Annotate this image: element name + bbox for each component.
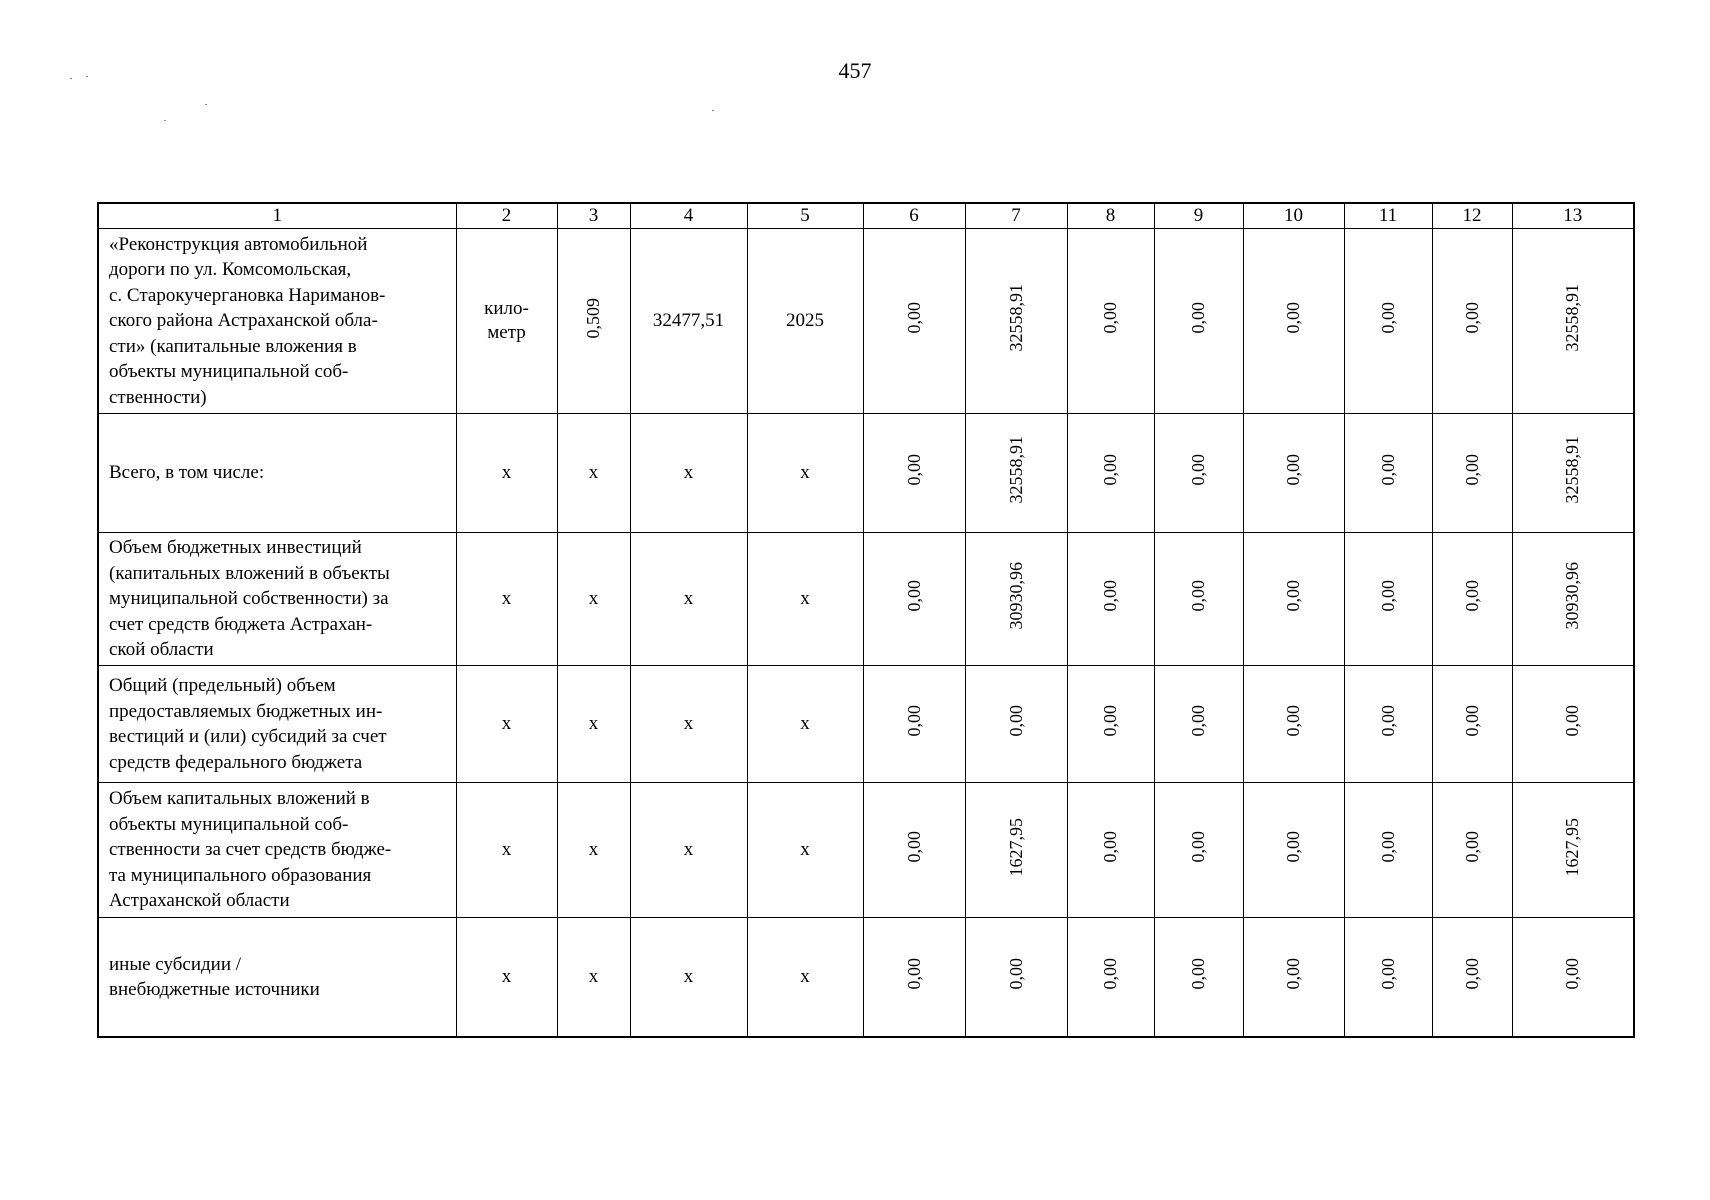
label-line: ственности) [109,386,207,408]
value-cell [1344,666,1432,783]
label-line: муниципальной собственности) за [109,588,389,610]
label-line: сти» (капитальные вложения в [109,335,357,357]
value-cell [863,414,965,533]
value-text: 0,00 [1562,958,1583,990]
value-cell [1432,533,1512,666]
header-cell: 4 [630,203,747,229]
value-text: 0,00 [1283,831,1303,863]
x-cell: х [630,533,747,666]
value-text: 0,00 [903,705,924,737]
value-cell [863,918,965,1038]
value-cell [1432,414,1512,533]
value-text: 0,00 [1461,580,1482,612]
value-text: 0,00 [1283,958,1303,990]
value-cell [863,783,965,918]
table-row-regional-budget [98,533,1634,666]
label-line: вестиций и (или) субсидий за счет [109,726,387,747]
value-cell [1243,918,1344,1038]
header-cell: 9 [1154,203,1243,229]
year-cell: 2025 [747,229,863,414]
capacity-cell [557,229,630,414]
value-text: 0,00 [1100,302,1120,334]
header-cell: 1 [98,203,456,229]
value-cell [1432,918,1512,1038]
value-text: 0,00 [1377,454,1398,486]
budget-table [97,202,1635,1038]
header-cell: 13 [1512,203,1634,229]
value-text: 0,00 [1100,580,1120,612]
x-cell: х [747,533,863,666]
unit-line: кило- [484,298,529,319]
value-cell [863,229,965,414]
label-line: Объем капитальных вложений в [109,788,370,810]
label-line: дороги по ул. Комсомольская, [109,259,352,281]
value-cell [1512,918,1634,1038]
value-cell [1154,533,1243,666]
value-text: 0,00 [1377,831,1398,863]
x-cell: х [456,918,557,1038]
x-cell: х [630,414,747,533]
value-text: 0,00 [1283,705,1303,737]
value-text: 0,00 [903,958,924,990]
table-row-project [98,229,1634,414]
value-text: 0,00 [903,302,924,334]
label-line: объекты муниципальной соб- [109,813,349,835]
table-row-federal-budget [98,666,1634,783]
value-cell [1344,533,1432,666]
page-number: 457 [838,58,872,83]
value-text: 0,00 [1005,958,1026,990]
value-cell [1067,918,1154,1038]
value-cell [965,783,1067,918]
label-line: (капитальных вложений в объекты [109,562,390,584]
value-text: 0,00 [1377,580,1398,612]
value-text: 1627,95 [1562,817,1583,877]
table-row-municipal-budget [98,783,1634,918]
x-cell: х [747,783,863,918]
header-cell: 11 [1344,203,1432,229]
value-text: 0,00 [1100,958,1120,990]
x-cell: х [557,918,630,1038]
table-row-other-sources [98,918,1634,1038]
row-label [98,783,456,918]
value-cell [965,918,1067,1038]
value-cell [965,229,1067,414]
label-line: ской области [109,639,214,661]
header-cell: 8 [1067,203,1154,229]
value-cell [1067,533,1154,666]
label-line: Астраханской области [109,890,290,912]
label-line: Общий (предельный) объем [109,675,336,696]
label-line: счет средств бюджета Астрахан- [109,613,373,635]
value-cell [1344,783,1432,918]
value-cell [1067,666,1154,783]
value-cell [1243,666,1344,783]
x-cell: х [456,783,557,918]
header-cell: 5 [747,203,863,229]
label-line: Объем бюджетных инвестиций [109,537,362,559]
value-text: 32558,91 [1562,284,1583,352]
value-text: 0,00 [1283,580,1303,612]
table-header-row [98,203,1634,229]
label-line: с. Старокучергановка Нариманов- [109,284,386,306]
x-cell: х [456,414,557,533]
value-text: 0,00 [1100,831,1120,863]
label-line: Всего, в том числе: [109,462,265,484]
value-text: 0,00 [1283,454,1303,486]
value-text: 0,00 [903,831,924,863]
table-row-total [98,414,1634,533]
unit-line: метр [487,322,526,343]
x-cell: х [557,533,630,666]
value-text: 0,00 [1188,580,1208,612]
x-cell: х [557,783,630,918]
value-text: 1627,95 [1005,817,1026,877]
value-text: 0,00 [1461,454,1482,486]
value-cell [1154,666,1243,783]
x-cell: х [747,414,863,533]
value-text: 0,00 [1100,705,1120,737]
value-cell [1344,229,1432,414]
value-text: 32558,91 [1005,284,1026,352]
value-cell [1512,666,1634,783]
value-cell [1243,414,1344,533]
header-cell: 2 [456,203,557,229]
value-cell [1243,783,1344,918]
header-cell: 7 [965,203,1067,229]
value-text: 30930,96 [1005,562,1026,630]
x-cell: х [747,918,863,1038]
row-label [98,229,456,414]
label-line: ского района Астраханской обла- [109,310,378,332]
value-cell [1243,229,1344,414]
value-text: 30930,96 [1562,562,1583,630]
x-cell: х [630,666,747,783]
value-cell [863,666,965,783]
unit-cell [456,229,557,414]
label-line: объекты муниципальной соб- [109,361,349,383]
value-cell [1432,666,1512,783]
value-cell [1432,229,1512,414]
value-text: 0,00 [1461,302,1482,334]
row-label [98,414,456,533]
value-text: 0,00 [1377,958,1398,990]
label-line: та муниципального образования [109,864,372,886]
value-cell [1512,783,1634,918]
cost-cell: 32477,51 [630,229,747,414]
value-text: 0,00 [1283,302,1303,334]
x-cell: х [456,666,557,783]
value-cell [1344,414,1432,533]
value-text: 0,00 [1188,958,1208,990]
value-text: 0,00 [1005,705,1026,737]
value-cell [965,666,1067,783]
value-text: 0,00 [903,454,924,486]
value-cell [1154,783,1243,918]
x-cell: х [557,666,630,783]
label-line: внебюджетные источники [109,979,320,1000]
row-label [98,666,456,783]
label-line: иные субсидии / [109,953,242,975]
value-text: 0,00 [1188,302,1208,334]
value-text: 0,00 [1562,705,1583,737]
header-cell: 10 [1243,203,1344,229]
label-line: «Реконструкция автомобильной [109,233,368,255]
value-cell [1154,414,1243,533]
value-text: 0,00 [1100,454,1120,486]
row-label [98,918,456,1038]
value-cell [863,533,965,666]
value-cell [1067,414,1154,533]
value-text: 0,00 [1188,454,1208,486]
header-cell: 6 [863,203,965,229]
value-cell [1243,533,1344,666]
header-cell: 12 [1432,203,1512,229]
header-cell: 3 [557,203,630,229]
value-cell [1512,229,1634,414]
value-cell [1512,533,1634,666]
value-text: 0,00 [903,580,924,612]
value-text: 32558,91 [1562,436,1583,504]
value-text: 0,00 [1377,302,1398,334]
value-cell [1067,783,1154,918]
value-cell [1344,918,1432,1038]
value-cell [965,533,1067,666]
value-cell [965,414,1067,533]
value-text: 0,00 [1377,705,1398,737]
value-cell [1432,783,1512,918]
x-cell: х [630,783,747,918]
value-text: 0,00 [1461,831,1482,863]
value-text: 0,00 [1188,705,1208,737]
value-cell [1154,229,1243,414]
value-text: 32558,91 [1005,436,1026,504]
x-cell: х [456,533,557,666]
label-line: средств федерального бюджета [109,751,363,773]
x-cell: х [747,666,863,783]
value-cell [1512,414,1634,533]
value-cell [1067,229,1154,414]
x-cell: х [557,414,630,533]
value-text: 0,00 [1461,705,1482,737]
value-cell [1154,918,1243,1038]
x-cell: х [630,918,747,1038]
value-text: 0,00 [1188,831,1208,863]
capacity-value: 0,509 [583,297,603,339]
value-text: 0,00 [1461,958,1482,990]
row-label [98,533,456,666]
label-line: предоставляемых бюджетных ин- [109,700,383,722]
label-line: ственности за счет средств бюдже- [109,839,392,861]
